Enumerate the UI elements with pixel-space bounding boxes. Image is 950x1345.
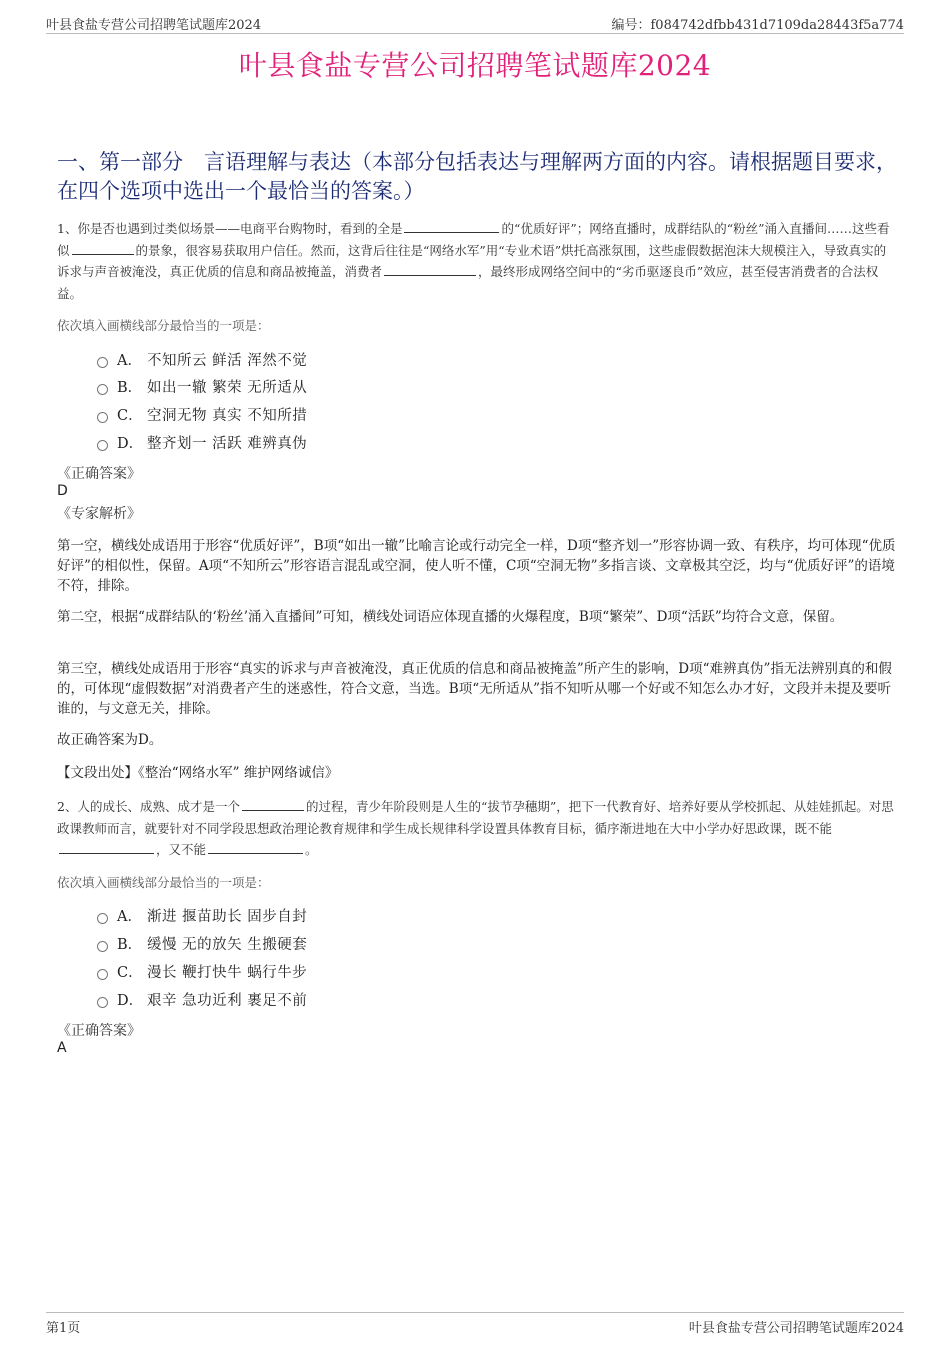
blank-2 (59, 841, 154, 854)
q1-option-b[interactable] (97, 375, 307, 397)
header-divider (46, 33, 904, 34)
q1-analysis-para-3: 第三空，横线处成语用于形容“真实的诉求与声音被淹没，真正优质的信息和商品被掩盖”所产生的影响，D项“难辨真伪”指无法辨别真的和假的，可体现“虚假数据”对消费者产生的迷惑性，符合文意，当选。B项“无所适从”指不知听从哪一个好或不知怎么办才好，文段并未提及要听谁的，与文意无关，排除。 (57, 661, 892, 717)
q2-answer-label: 《正确答案》 (57, 1023, 141, 1039)
radio-icon[interactable] (97, 440, 108, 451)
footer-divider (46, 1312, 904, 1313)
question-1-prompt: 依次填入画横线部分最恰当的一项是： (57, 318, 270, 333)
option-letter: C． (117, 407, 143, 424)
question-1-text (57, 218, 897, 304)
option-text: 艰辛 急功近利 裹足不前 (147, 992, 308, 1009)
q1-conclusion: 故正确答案为D。 (57, 732, 163, 748)
option-letter: D． (117, 435, 144, 452)
q1-source: 【文段出处】《整治“网络水军” 维护网络诚信》 (57, 765, 339, 781)
option-text: 不知所云 鲜活 浑然不觉 (147, 352, 308, 369)
q2-option-d[interactable] (97, 988, 307, 1010)
blank-1 (404, 220, 499, 233)
radio-icon[interactable] (97, 384, 108, 395)
option-text: 如出一辙 繁荣 无所适从 (147, 379, 308, 396)
q2-text-part2: 的过程，青少年阶段则是人生的“拔节孕穗期”，把下一代教育好、培养好要从学校抓起、从娃娃抓起。对思政课教师而言，就要针对不同学段思想政治理论教育规律和学生成长规律科学设置具体教育目标，循序渐进地在大中小学办好思政课，既不能 (57, 799, 894, 836)
q2-option-c[interactable] (97, 960, 307, 982)
q1-text-part3: 的景象，很容易获取用户信任。然而，这背后往往是“网络水军”用“专业术语”烘托高涨氛围，这些虚假数据泡沫大规模注入，导致真实的诉求与声音被淹没，真正优质的信息和商品被掩盖，消费者 (57, 242, 887, 279)
blank-2 (72, 242, 134, 255)
q1-option-a[interactable] (97, 348, 307, 370)
question-2-prompt: 依次填入画横线部分最恰当的一项是： (57, 875, 270, 890)
q1-answer: D (57, 483, 68, 499)
q1-option-c[interactable] (97, 403, 307, 425)
radio-icon[interactable] (97, 913, 108, 924)
option-letter: B． (117, 936, 143, 953)
radio-icon[interactable] (97, 357, 108, 368)
q2-text-part4: 。 (305, 842, 318, 857)
option-text: 渐进 揠苗助长 固步自封 (147, 908, 308, 925)
page-number: 第1页 (46, 1321, 81, 1336)
option-letter: A． (117, 908, 142, 925)
q1-analysis-para-1: 第一空，横线处成语用于形容“优质好评”，B项“如出一辙”比喻言论或行动完全一样，D项“整齐划一”形容协调一致、有秩序，均可体现“优质好评”的相似性，保留。A项“不知所云”形容语言混乱或空洞，使人听不懂，C项“空洞无物”多指言谈、文章极其空泛，均与“优质好评”的语境不符，排除。 (57, 538, 896, 594)
option-letter: A． (117, 352, 142, 369)
option-letter: D． (117, 992, 144, 1009)
blank-3 (208, 841, 303, 854)
header-document-id: 编号：f084742dfbb431d7109da28443f5a774 (611, 18, 904, 33)
footer-title: 叶县食盐专营公司招聘笔试题库2024 (688, 1321, 904, 1336)
option-text: 漫长 鞭打快牛 蜗行牛步 (147, 964, 308, 981)
radio-icon[interactable] (97, 997, 108, 1008)
q1-text-part1: 1、你是否也遇到过类似场景——电商平台购物时，看到的全是 (57, 221, 403, 236)
q2-option-b[interactable] (97, 932, 307, 954)
q1-option-d[interactable] (97, 431, 307, 453)
q2-text-part1: 2、人的成长、成熟、成才是一个 (57, 799, 240, 814)
q1-analysis-para-2: 第二空，根据“成群结队的‘粉丝’涌入直播间”可知，横线处词语应体现直播的火爆程度，B项“繁荣”、D项“活跃”均符合文意，保留。 (57, 609, 844, 625)
page-title: 叶县食盐专营公司招聘笔试题库2024 (238, 49, 712, 82)
q2-text-part3: ，又不能 (156, 842, 207, 857)
q2-answer: A (57, 1040, 67, 1056)
radio-icon[interactable] (97, 941, 108, 952)
blank-3 (384, 263, 476, 276)
section-heading: 一、第一部分 言语理解与表达（本部分包括表达与理解两方面的内容。请根据题目要求，在四个选项中选出一个最恰当的答案。） (57, 150, 897, 203)
option-letter: C． (117, 964, 143, 981)
q1-answer-label: 《正确答案》 (57, 466, 141, 482)
blank-1 (242, 798, 304, 811)
option-text: 空洞无物 真实 不知所措 (147, 407, 308, 424)
header-left-title: 叶县食盐专营公司招聘笔试题库2024 (46, 18, 262, 33)
q2-option-a[interactable] (97, 904, 307, 926)
q1-text-part4: ，最终形成网络空间中的“劣币驱逐良币”效应，甚至侵害消费者的合法权益。 (57, 264, 879, 301)
option-text: 整齐划一 活跃 难辨真伪 (147, 435, 308, 452)
q1-analysis-label: 《专家解析》 (57, 506, 141, 522)
question-2-text (57, 796, 897, 861)
radio-icon[interactable] (97, 969, 108, 980)
option-letter: B． (117, 379, 143, 396)
radio-icon[interactable] (97, 412, 108, 423)
q1-text-part2: 的“优质好评”；网络直播时，成群结队的“粉丝”涌入直播间……这些看似 (57, 221, 890, 258)
option-text: 缓慢 无的放矢 生搬硬套 (147, 936, 308, 953)
